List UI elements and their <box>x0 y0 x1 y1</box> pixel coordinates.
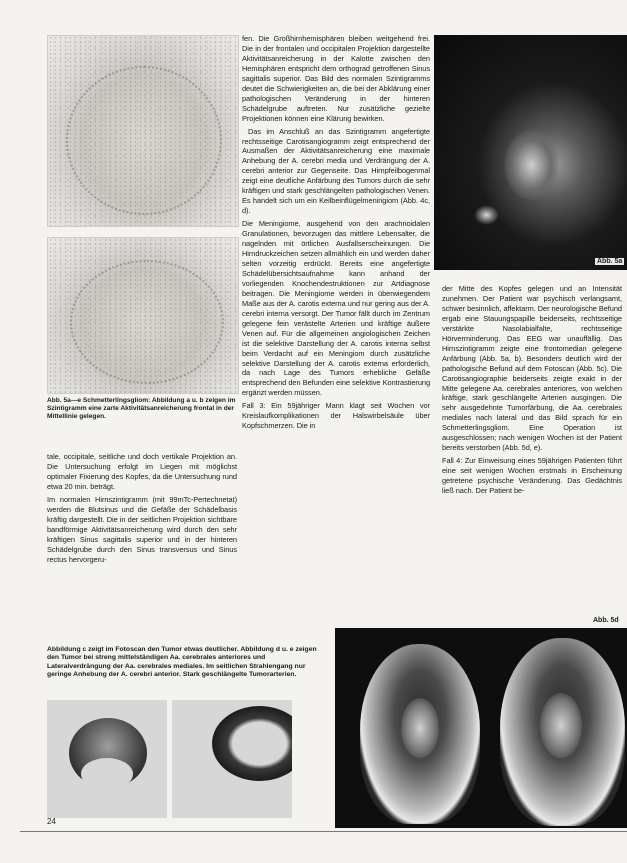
photoscan-angiogram-caption: Abbildung c zeigt im Fotoscan den Tumor etwas deutlicher. Abbildung d u. e zeigen den Tumor bei streng mittelständigen Aa. cerebrales anteriores und Lateralverdrängung der Aa. cerebrales mediales. Im seitlichen Strahlengang nur geringe Anhebung der A. cerebri anterior. Stark geschlängelte Tumorarterien. <box>47 646 317 678</box>
photoscan-frontal-image <box>47 700 167 818</box>
middle-column-text <box>242 34 430 434</box>
paragraph: der Mitte des Kopfes gelegen und an Intensität zunehmen. Der Patient war psychisch verlangsamt, schwer besinnlich, affektarm. Der neurologische Befund ergab eine Stauungspapille beiderseits, rechtsseitige verstärkte Nasolabialfalte, rechtsseitige Hörverminderung. Das EEG war unauffällig. Das Hirnszintigramm zeigte eine frontomedian gelegene Anfärbung (Abb. 5a, b). Besonders deutlich wird der pathologische Befund auf dem Fotoscan (Abb. 5c). Die Carotisangiographie beiderseits zeigte exakt in der Mitte gelegene Aa. cerebrales anteriores, von welchen kräftige, stark geschlängelte Arterien ausgingen. Die sehr ausgedehnte Tumorfärbung, die Aa. cerebrales mediales nach lateral und das Bild sprach für ein Schmetterlingsgliom. Eine Operation ist ausgeschlossen; nach wenigen Wochen ist der Patient bereits verstorben (Abb. 5d, e). <box>442 284 622 453</box>
scintigram-frontal-image <box>47 35 239 227</box>
paragraph: Im normalen Hirnszintigramm (mit 99mTc-Pertechnetat) werden die Blutsinus und die Gefäße der Schädelbasis kräftig dargestellt. Die in der seitlichen Projektion sichtbare bandförmige Aktivitätsanreicherung wird durch den sehr kräftigen Sinus sagittalis superior und in der hinteren Schädelgrube durch den Sinus transversus und Sinus rectus hervorgeru- <box>47 494 237 564</box>
figure-label-5d: Abb. 5d <box>593 617 619 624</box>
figure-label-5a: Abb. 5a <box>597 258 623 265</box>
paragraph: tale, occipitale, seitliche und doch vertikale Projektion an. Die Untersuchung erfolgt im Liegen mit möglichst optimaler Fixierung des Kopfes, da die Untersuchung rund etwa 20 min. beträgt. <box>47 452 237 491</box>
right-column-text <box>442 284 622 499</box>
angiogram-ap-image <box>335 628 627 828</box>
page-number: 24 <box>47 817 56 826</box>
paragraph: Die Meningiome, ausgehend von den arachnoidalen Granulationen, bevorzugen das mittlere Lebensalter, die nagelnden mit örtlichen Ausfallserscheinungen. Die Hirndruckzeichen setzen allmählich ein und werden daher selten vorzeitig erdrückt. Bereits eine angefertigte Schädelübersichtsaufnahme kann anhand der vorliegenden Knochendestruktionen zur Artdiagnose beitragen. Die Meningiome werden in überwiegendem Maße aus der A. carotis externa und nur gering aus der A. cerebri interna versorgt. Der Tumor fällt durch im Zentrum gelegene fein verästelte Arterien und kräftige äußere Venen auf. Für die allgemeinen angiologischen Zeichen ist die selektive Darstellung der A. carotis interna selbst beim Verdacht auf ein Meningiom durch zusätzliche selektive Darstellung der A. carotis externa erforderlich, da nach Lage des Tumors erhebliche Gefäße entsprechend den Befunden eine selektive Kontrastierung ergänzt werden müssen. <box>242 219 430 398</box>
scintigram-lateral-image <box>47 237 239 394</box>
left-column-text <box>47 452 237 567</box>
angiogram-lateral-image <box>434 35 627 270</box>
paragraph: Fall 4: Zur Einweisung eines 59jährigen Patienten führt eine seit wenigen Wochen erstmals in Erscheinung getretene psychische Veränderung. Das Gedächtnis ließ nach. Der Patient be- <box>442 456 622 496</box>
page-rule <box>20 831 627 832</box>
figure-5-caption: Abb. 5a—e Schmetterlingsgliom: Abbildung a u. b zeigen im Szintigramm eine zarte Aktivitätsanreicherung frontal in der Mittellinie gelegen. <box>47 397 236 421</box>
photoscan-lateral-image <box>172 700 292 818</box>
paragraph: Das im Anschluß an das Szintigramm angefertigte rechtsseitige Carotisangiogramm zeigt entsprechend der Ausmaßen der Aktivitätsanreicherung eine maximale Anhebung der A. cerebri media und Verdrängung der A. cerebri anterior zur Gegenseite. Das Hirnpfeilbogenmal zeigt eine deutliche Anfärbung des Tumors durch die sehr kräftigen und stark geschlängelten pathologischen Venen. Es handelt sich um ein Keilbeinflügelmeningiom (Abb. 4c, d). <box>242 126 430 216</box>
paragraph: fen. Die Großhirnhemisphären bleiben weitgehend frei. Die in der frontalen und occipitalen Projektion dargestellte Aktivitätsanreicherung in der Kalotte zwischen den Hemisphären entspricht dem orthograd getroffenen Sinus sagittalis superior. Das Bild des normalen Szintigramms deutet die Schwierigkeiten an, die bei der Abklärung einer pathologischen Veränderung in der hinteren Schädelgrube auftreten. Nur zusätzliche gezielte Projektionen können eine Klärung bewirken. <box>242 34 430 123</box>
paragraph: Fall 3: Ein 59jähriger Mann klagt seit Wochen vor Kreislaufkomplikationen der Halswirbelsäule über Kopfschmerzen. Die in <box>242 401 430 431</box>
